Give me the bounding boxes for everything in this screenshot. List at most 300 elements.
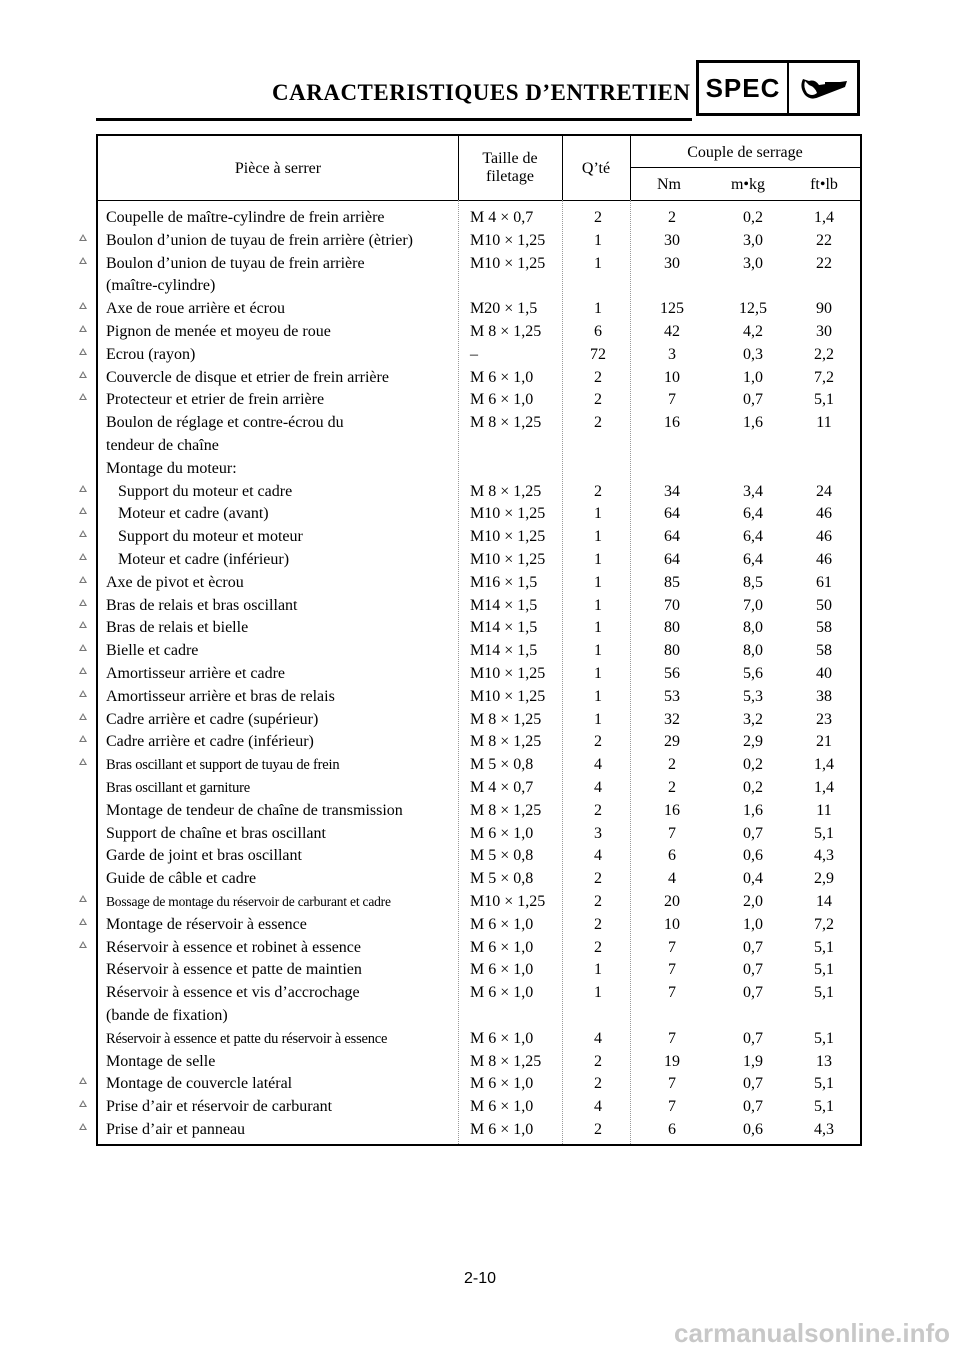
cell-nm: 2 bbox=[668, 209, 676, 226]
cell-qty: 1 bbox=[594, 528, 602, 546]
change-mark-icon bbox=[79, 325, 87, 332]
cell-part: Bras de relais et bras oscillant bbox=[106, 596, 298, 614]
cell-ftlb: 21 bbox=[816, 733, 832, 751]
cell-thread: M 6 × 1,0 bbox=[470, 1098, 534, 1116]
cell-ftlb: 7,2 bbox=[814, 368, 834, 386]
cell-qty: 1 bbox=[594, 619, 602, 637]
cell-qty: 2 bbox=[594, 733, 602, 751]
change-mark-icon bbox=[79, 941, 87, 948]
header-torque: Couple de serrage bbox=[687, 144, 803, 161]
table-row bbox=[98, 459, 860, 482]
cell-mkg: 1,6 bbox=[743, 801, 763, 819]
table-row bbox=[98, 504, 860, 527]
cell-part: Bielle et cadre bbox=[106, 642, 199, 660]
table-row bbox=[98, 322, 860, 345]
cell-nm: 64 bbox=[664, 505, 680, 523]
change-mark-icon bbox=[79, 735, 87, 742]
table-row bbox=[98, 1029, 860, 1052]
cell-thread: M 4 × 0,7 bbox=[470, 209, 534, 226]
cell-qty: 6 bbox=[594, 323, 602, 340]
table-row bbox=[98, 254, 860, 277]
cell-mkg: 0,7 bbox=[743, 1098, 763, 1116]
table-row bbox=[98, 573, 860, 596]
table-row bbox=[98, 345, 860, 368]
table-row bbox=[98, 938, 860, 961]
cell-ftlb: 46 bbox=[816, 551, 832, 568]
cell-ftlb: 22 bbox=[816, 231, 832, 249]
table-row bbox=[98, 208, 860, 231]
header-qty: Q’té bbox=[581, 160, 611, 177]
cell-ftlb: 13 bbox=[816, 1052, 832, 1070]
cell-nm: 7 bbox=[668, 1098, 676, 1116]
spec-badge bbox=[696, 60, 860, 116]
cell-qty: 2 bbox=[594, 938, 602, 956]
header-nm: Nm bbox=[657, 176, 681, 193]
change-mark-icon bbox=[79, 713, 87, 720]
cell-nm: 30 bbox=[664, 231, 680, 249]
cell-thread: M10 × 1,25 bbox=[470, 528, 546, 546]
cell-qty: 2 bbox=[594, 209, 602, 226]
cell-nm: 7 bbox=[668, 824, 676, 842]
change-mark-icon bbox=[79, 1077, 87, 1084]
cell-qty: 4 bbox=[594, 847, 602, 865]
cell-qty: 2 bbox=[594, 801, 602, 819]
cell-ftlb: 5,1 bbox=[814, 1029, 834, 1047]
cell-nm: 7 bbox=[668, 1029, 676, 1047]
cell-qty: 1 bbox=[594, 254, 602, 272]
cell-nm: 53 bbox=[664, 687, 680, 705]
table-row bbox=[98, 824, 860, 847]
cell-ftlb: 5,1 bbox=[814, 938, 834, 956]
cell-mkg: 0,6 bbox=[743, 847, 763, 865]
cell-nm: 7 bbox=[668, 1075, 676, 1093]
cell-mkg: 0,7 bbox=[743, 1029, 763, 1047]
cell-part: (bande de fixation) bbox=[106, 1007, 228, 1024]
divider-qty bbox=[562, 136, 563, 200]
cell-mkg: 0,7 bbox=[743, 984, 763, 1002]
cell-ftlb: 5,1 bbox=[814, 1075, 834, 1093]
cell-thread: M10 × 1,25 bbox=[470, 687, 546, 705]
cell-mkg: 0,2 bbox=[743, 756, 763, 774]
cell-nm: 85 bbox=[664, 573, 680, 591]
change-mark-icon bbox=[79, 576, 87, 583]
table-row bbox=[98, 755, 860, 778]
cell-nm: 80 bbox=[664, 619, 680, 637]
cell-nm: 125 bbox=[660, 300, 684, 318]
table-row bbox=[98, 436, 860, 459]
cell-qty: 2 bbox=[594, 915, 602, 933]
cell-qty: 2 bbox=[594, 482, 602, 500]
table-row bbox=[98, 1074, 860, 1097]
cell-thread: M 4 × 0,7 bbox=[470, 779, 534, 796]
title-underline bbox=[96, 118, 692, 121]
cell-mkg: 0,7 bbox=[743, 938, 763, 956]
table-row bbox=[98, 664, 860, 687]
cell-part: Support de chaîne et bras oscillant bbox=[106, 824, 326, 842]
cell-thread: M 8 × 1,25 bbox=[470, 733, 542, 751]
cell-qty: 4 bbox=[594, 1029, 602, 1047]
table-row bbox=[98, 710, 860, 733]
cell-part: Bras oscillant et garniture bbox=[106, 780, 250, 796]
cell-mkg: 0,4 bbox=[743, 870, 763, 888]
cell-nm: 6 bbox=[668, 1121, 676, 1138]
cell-part: Couvercle de disque et etrier de frein arrière bbox=[106, 368, 389, 386]
table-row bbox=[98, 1006, 860, 1029]
table-row bbox=[98, 299, 860, 322]
page-title: CARACTERISTIQUES D’ENTRETIEN bbox=[272, 80, 691, 105]
torque-table bbox=[96, 134, 862, 1146]
divider-torque bbox=[630, 136, 631, 200]
table-row bbox=[98, 732, 860, 755]
cell-mkg: 1,0 bbox=[743, 915, 763, 933]
cell-ftlb: 40 bbox=[816, 665, 832, 682]
cell-ftlb: 2,2 bbox=[814, 345, 834, 363]
cell-thread: M 6 × 1,0 bbox=[470, 391, 534, 409]
cell-ftlb: 90 bbox=[816, 300, 832, 318]
table-row bbox=[98, 892, 860, 915]
cell-mkg: 3,0 bbox=[743, 254, 763, 272]
cell-part: Support du moteur et moteur bbox=[106, 528, 303, 546]
cell-mkg: 1,0 bbox=[743, 368, 763, 386]
cell-mkg: 5,6 bbox=[743, 665, 763, 682]
cell-thread: M10 × 1,25 bbox=[470, 551, 546, 568]
cell-nm: 7 bbox=[668, 961, 676, 979]
cell-nm: 10 bbox=[664, 368, 680, 386]
cell-part: Prise d’air et réservoir de carburant bbox=[106, 1098, 333, 1116]
change-mark-icon bbox=[79, 918, 87, 925]
table-row bbox=[98, 1097, 860, 1120]
cell-ftlb: 5,1 bbox=[814, 961, 834, 979]
cell-ftlb: 11 bbox=[816, 414, 832, 432]
cell-ftlb: 58 bbox=[816, 619, 832, 637]
cell-mkg: 3,0 bbox=[743, 231, 763, 249]
cell-qty: 1 bbox=[594, 231, 602, 249]
cell-nm: 32 bbox=[664, 710, 680, 728]
cell-ftlb: 4,3 bbox=[814, 847, 834, 865]
change-mark-icon bbox=[79, 507, 87, 514]
table-row bbox=[98, 596, 860, 619]
cell-thread: M 6 × 1,0 bbox=[470, 961, 534, 979]
cell-qty: 1 bbox=[594, 300, 602, 318]
cell-nm: 20 bbox=[664, 893, 680, 910]
cell-mkg: 3,4 bbox=[743, 482, 763, 500]
cell-thread: M 6 × 1,0 bbox=[470, 915, 534, 933]
cell-thread: M 6 × 1,0 bbox=[470, 1121, 534, 1138]
header-mkg: m•kg bbox=[730, 176, 766, 193]
change-mark-icon bbox=[79, 348, 87, 355]
watermark: carmanualsonline.info bbox=[674, 1318, 950, 1348]
cell-thread: M 6 × 1,0 bbox=[470, 1029, 534, 1047]
cell-part: Bras oscillant et support de tuyau de frein bbox=[106, 757, 340, 774]
cell-qty: 4 bbox=[594, 1098, 602, 1116]
cell-part: Montage de selle bbox=[106, 1052, 216, 1070]
wrench-icon bbox=[789, 63, 857, 113]
cell-thread: M 6 × 1,0 bbox=[470, 984, 534, 1002]
cell-nm: 19 bbox=[664, 1052, 680, 1070]
cell-qty: 1 bbox=[594, 505, 602, 523]
cell-thread: M 8 × 1,25 bbox=[470, 1052, 542, 1070]
cell-ftlb: 38 bbox=[816, 687, 832, 705]
spec-badge-label: SPEC bbox=[699, 63, 789, 113]
cell-mkg: 8,5 bbox=[743, 573, 763, 591]
cell-mkg: 0,7 bbox=[743, 961, 763, 979]
cell-qty: 1 bbox=[594, 961, 602, 979]
cell-mkg: 1,9 bbox=[743, 1052, 763, 1070]
cell-ftlb: 1,4 bbox=[814, 209, 834, 226]
cell-nm: 10 bbox=[664, 915, 680, 933]
header-thread: Taille de filetage bbox=[482, 150, 538, 185]
cell-mkg: 2,9 bbox=[743, 733, 763, 751]
table-row bbox=[98, 231, 860, 254]
cell-nm: 2 bbox=[668, 779, 676, 796]
change-mark-icon bbox=[79, 485, 87, 492]
cell-ftlb: 46 bbox=[816, 528, 832, 546]
cell-ftlb: 5,1 bbox=[814, 984, 834, 1002]
cell-mkg: 2,0 bbox=[743, 893, 763, 910]
cell-part: Montage de réservoir à essence bbox=[106, 915, 307, 933]
cell-ftlb: 30 bbox=[816, 323, 832, 340]
cell-ftlb: 11 bbox=[816, 801, 832, 819]
cell-qty: 2 bbox=[594, 893, 602, 910]
cell-thread: – bbox=[470, 345, 478, 363]
cell-thread: M 8 × 1,25 bbox=[470, 710, 542, 728]
cell-ftlb: 1,4 bbox=[814, 756, 834, 774]
table-row bbox=[98, 368, 860, 391]
cell-ftlb: 5,1 bbox=[814, 391, 834, 409]
cell-thread: M 8 × 1,25 bbox=[470, 801, 542, 819]
cell-qty: 2 bbox=[594, 414, 602, 432]
cell-ftlb: 46 bbox=[816, 505, 832, 523]
cell-part: Réservoir à essence et patte de maintien bbox=[106, 961, 362, 979]
cell-qty: 1 bbox=[594, 984, 602, 1002]
cell-thread: M 5 × 0,8 bbox=[470, 847, 534, 865]
cell-nm: 34 bbox=[664, 482, 680, 500]
cell-nm: 7 bbox=[668, 938, 676, 956]
table-row bbox=[98, 801, 860, 824]
cell-mkg: 0,7 bbox=[743, 824, 763, 842]
cell-qty: 72 bbox=[590, 345, 606, 363]
cell-mkg: 3,2 bbox=[743, 710, 763, 728]
cell-thread: M14 × 1,5 bbox=[470, 619, 538, 637]
table-row bbox=[98, 960, 860, 983]
cell-part: Support du moteur et cadre bbox=[106, 482, 293, 500]
cell-thread: M20 × 1,5 bbox=[470, 300, 538, 318]
cell-qty: 2 bbox=[594, 1052, 602, 1070]
cell-part: Guide de câble et cadre bbox=[106, 870, 257, 888]
table-row bbox=[98, 276, 860, 299]
cell-qty: 1 bbox=[594, 710, 602, 728]
cell-part: Boulon de réglage et contre-écrou du bbox=[106, 414, 344, 432]
cell-mkg: 5,3 bbox=[743, 687, 763, 705]
cell-qty: 1 bbox=[594, 665, 602, 682]
cell-part: Cadre arrière et cadre (supérieur) bbox=[106, 710, 319, 728]
cell-thread: M14 × 1,5 bbox=[470, 596, 538, 614]
page-number: 2-10 bbox=[463, 1270, 497, 1287]
cell-mkg: 1,6 bbox=[743, 414, 763, 432]
cell-part: Bossage de montage du réservoir de carburant et cadre bbox=[106, 894, 391, 909]
cell-thread: M 6 × 1,0 bbox=[470, 368, 534, 386]
table-row bbox=[98, 846, 860, 869]
cell-thread: M10 × 1,25 bbox=[470, 231, 546, 249]
cell-part: Boulon d’union de tuyau de frein arrière (ètrier) bbox=[106, 231, 413, 249]
change-mark-icon bbox=[79, 1100, 87, 1107]
table-row bbox=[98, 983, 860, 1006]
cell-mkg: 0,3 bbox=[743, 345, 763, 363]
cell-nm: 64 bbox=[664, 528, 680, 546]
cell-part: Axe de pivot et ècrou bbox=[106, 573, 244, 591]
cell-nm: 16 bbox=[664, 414, 680, 432]
cell-part: tendeur de chaîne bbox=[106, 437, 219, 454]
cell-part: Prise d’air et panneau bbox=[106, 1121, 246, 1138]
cell-part: Amortisseur arrière et cadre bbox=[106, 665, 286, 682]
cell-part: Axe de roue arrière et écrou bbox=[106, 300, 285, 318]
change-mark-icon bbox=[79, 758, 87, 765]
table-row bbox=[98, 687, 860, 710]
cell-mkg: 4,2 bbox=[743, 323, 763, 340]
cell-qty: 1 bbox=[594, 596, 602, 614]
cell-part: Bras de relais et bielle bbox=[106, 619, 249, 637]
cell-part: Montage du moteur: bbox=[106, 459, 237, 477]
cell-nm: 2 bbox=[668, 756, 676, 774]
cell-part: Ecrou (rayon) bbox=[106, 345, 196, 363]
cell-qty: 3 bbox=[594, 824, 602, 842]
table-row bbox=[98, 390, 860, 413]
cell-ftlb: 22 bbox=[816, 254, 832, 272]
cell-thread: M 8 × 1,25 bbox=[470, 323, 542, 340]
cell-part: Pignon de menée et moyeu de roue bbox=[106, 323, 331, 340]
cell-qty: 1 bbox=[594, 551, 602, 568]
table-row bbox=[98, 618, 860, 641]
cell-ftlb: 50 bbox=[816, 596, 832, 614]
cell-nm: 7 bbox=[668, 391, 676, 409]
table-row bbox=[98, 778, 860, 801]
change-mark-icon bbox=[79, 667, 87, 674]
divider-thread bbox=[458, 136, 459, 200]
change-mark-icon bbox=[79, 234, 87, 241]
cell-thread: M 8 × 1,25 bbox=[470, 414, 542, 432]
cell-mkg: 0,2 bbox=[743, 209, 763, 226]
cell-thread: M10 × 1,25 bbox=[470, 665, 546, 682]
cell-qty: 1 bbox=[594, 573, 602, 591]
cell-mkg: 6,4 bbox=[743, 551, 763, 568]
cell-qty: 4 bbox=[594, 779, 602, 796]
cell-mkg: 0,7 bbox=[743, 1075, 763, 1093]
table-row bbox=[98, 482, 860, 505]
cell-ftlb: 24 bbox=[816, 482, 832, 500]
cell-ftlb: 5,1 bbox=[814, 1098, 834, 1116]
cell-part: Réservoir à essence et vis d’accrochage bbox=[106, 984, 360, 1002]
cell-part: Réservoir à essence et robinet à essence bbox=[106, 938, 361, 956]
cell-mkg: 6,4 bbox=[743, 528, 763, 546]
cell-thread: M14 × 1,5 bbox=[470, 642, 538, 660]
cell-thread: M 5 × 0,8 bbox=[470, 756, 534, 774]
cell-qty: 2 bbox=[594, 870, 602, 888]
cell-thread: M10 × 1,25 bbox=[470, 893, 546, 910]
cell-thread: M10 × 1,25 bbox=[470, 505, 546, 523]
cell-thread: M 6 × 1,0 bbox=[470, 1075, 534, 1093]
cell-thread: M16 × 1,5 bbox=[470, 573, 538, 591]
cell-nm: 4 bbox=[668, 870, 676, 888]
cell-part: Amortisseur arrière et bras de relais bbox=[106, 687, 335, 705]
cell-thread: M10 × 1,25 bbox=[470, 254, 546, 272]
cell-ftlb: 14 bbox=[816, 893, 832, 910]
cell-qty: 4 bbox=[594, 756, 602, 774]
header-ftlb: ft•lb bbox=[810, 176, 838, 193]
table-row bbox=[98, 869, 860, 892]
change-mark-icon bbox=[79, 257, 87, 264]
table-row bbox=[98, 1120, 860, 1143]
cell-qty: 2 bbox=[594, 1075, 602, 1093]
cell-nm: 3 bbox=[668, 345, 676, 363]
cell-part: Boulon d’union de tuyau de frein arrière bbox=[106, 254, 365, 272]
cell-ftlb: 1,4 bbox=[814, 779, 834, 796]
header-part: Pièce à serrer bbox=[234, 160, 322, 177]
change-mark-icon bbox=[79, 393, 87, 400]
change-mark-icon bbox=[79, 690, 87, 697]
cell-mkg: 0,7 bbox=[743, 391, 763, 409]
cell-nm: 64 bbox=[664, 551, 680, 568]
cell-thread: M 6 × 1,0 bbox=[470, 824, 534, 842]
cell-nm: 6 bbox=[668, 847, 676, 865]
cell-ftlb: 61 bbox=[816, 573, 832, 591]
change-mark-icon bbox=[79, 1123, 87, 1130]
cell-part: Moteur et cadre (avant) bbox=[106, 505, 269, 523]
cell-ftlb: 23 bbox=[816, 710, 832, 728]
cell-part: (maître-cylindre) bbox=[106, 277, 216, 295]
torque-subdivider bbox=[630, 167, 860, 168]
change-mark-icon bbox=[79, 599, 87, 606]
cell-qty: 2 bbox=[594, 1121, 602, 1138]
cell-mkg: 8,0 bbox=[743, 619, 763, 637]
cell-mkg: 0,2 bbox=[743, 779, 763, 796]
table-row bbox=[98, 550, 860, 573]
cell-part: Montage de couvercle latéral bbox=[106, 1075, 293, 1093]
cell-qty: 2 bbox=[594, 368, 602, 386]
cell-thread: M 6 × 1,0 bbox=[470, 938, 534, 956]
cell-ftlb: 2,9 bbox=[814, 870, 834, 888]
cell-nm: 29 bbox=[664, 733, 680, 751]
cell-nm: 7 bbox=[668, 984, 676, 1002]
cell-part: Réservoir à essence et patte du réservoir à essence bbox=[106, 1030, 388, 1047]
cell-ftlb: 4,3 bbox=[814, 1121, 834, 1138]
cell-ftlb: 7,2 bbox=[814, 915, 834, 933]
cell-qty: 1 bbox=[594, 642, 602, 660]
cell-ftlb: 5,1 bbox=[814, 824, 834, 842]
table-row bbox=[98, 915, 860, 938]
cell-qty: 1 bbox=[594, 687, 602, 705]
change-mark-icon bbox=[79, 644, 87, 651]
table-header bbox=[98, 136, 860, 201]
change-mark-icon bbox=[79, 302, 87, 309]
change-mark-icon bbox=[79, 621, 87, 628]
cell-mkg: 8,0 bbox=[743, 642, 763, 660]
cell-nm: 42 bbox=[664, 323, 680, 340]
table-row bbox=[98, 641, 860, 664]
change-mark-icon bbox=[79, 371, 87, 378]
change-mark-icon bbox=[79, 895, 87, 902]
cell-part: Protecteur et etrier de frein arrière bbox=[106, 391, 325, 409]
cell-part: Moteur et cadre (inférieur) bbox=[106, 551, 290, 568]
cell-thread: M 8 × 1,25 bbox=[470, 482, 542, 500]
cell-part: Cadre arrière et cadre (inférieur) bbox=[106, 733, 314, 751]
change-mark-icon bbox=[79, 553, 87, 560]
change-mark-icon bbox=[79, 530, 87, 537]
cell-part: Garde de joint et bras oscillant bbox=[106, 847, 302, 865]
cell-part: Coupelle de maître-cylindre de frein arrière bbox=[106, 209, 385, 226]
cell-mkg: 6,4 bbox=[743, 505, 763, 523]
cell-mkg: 7,0 bbox=[743, 596, 763, 614]
table-row bbox=[98, 527, 860, 550]
